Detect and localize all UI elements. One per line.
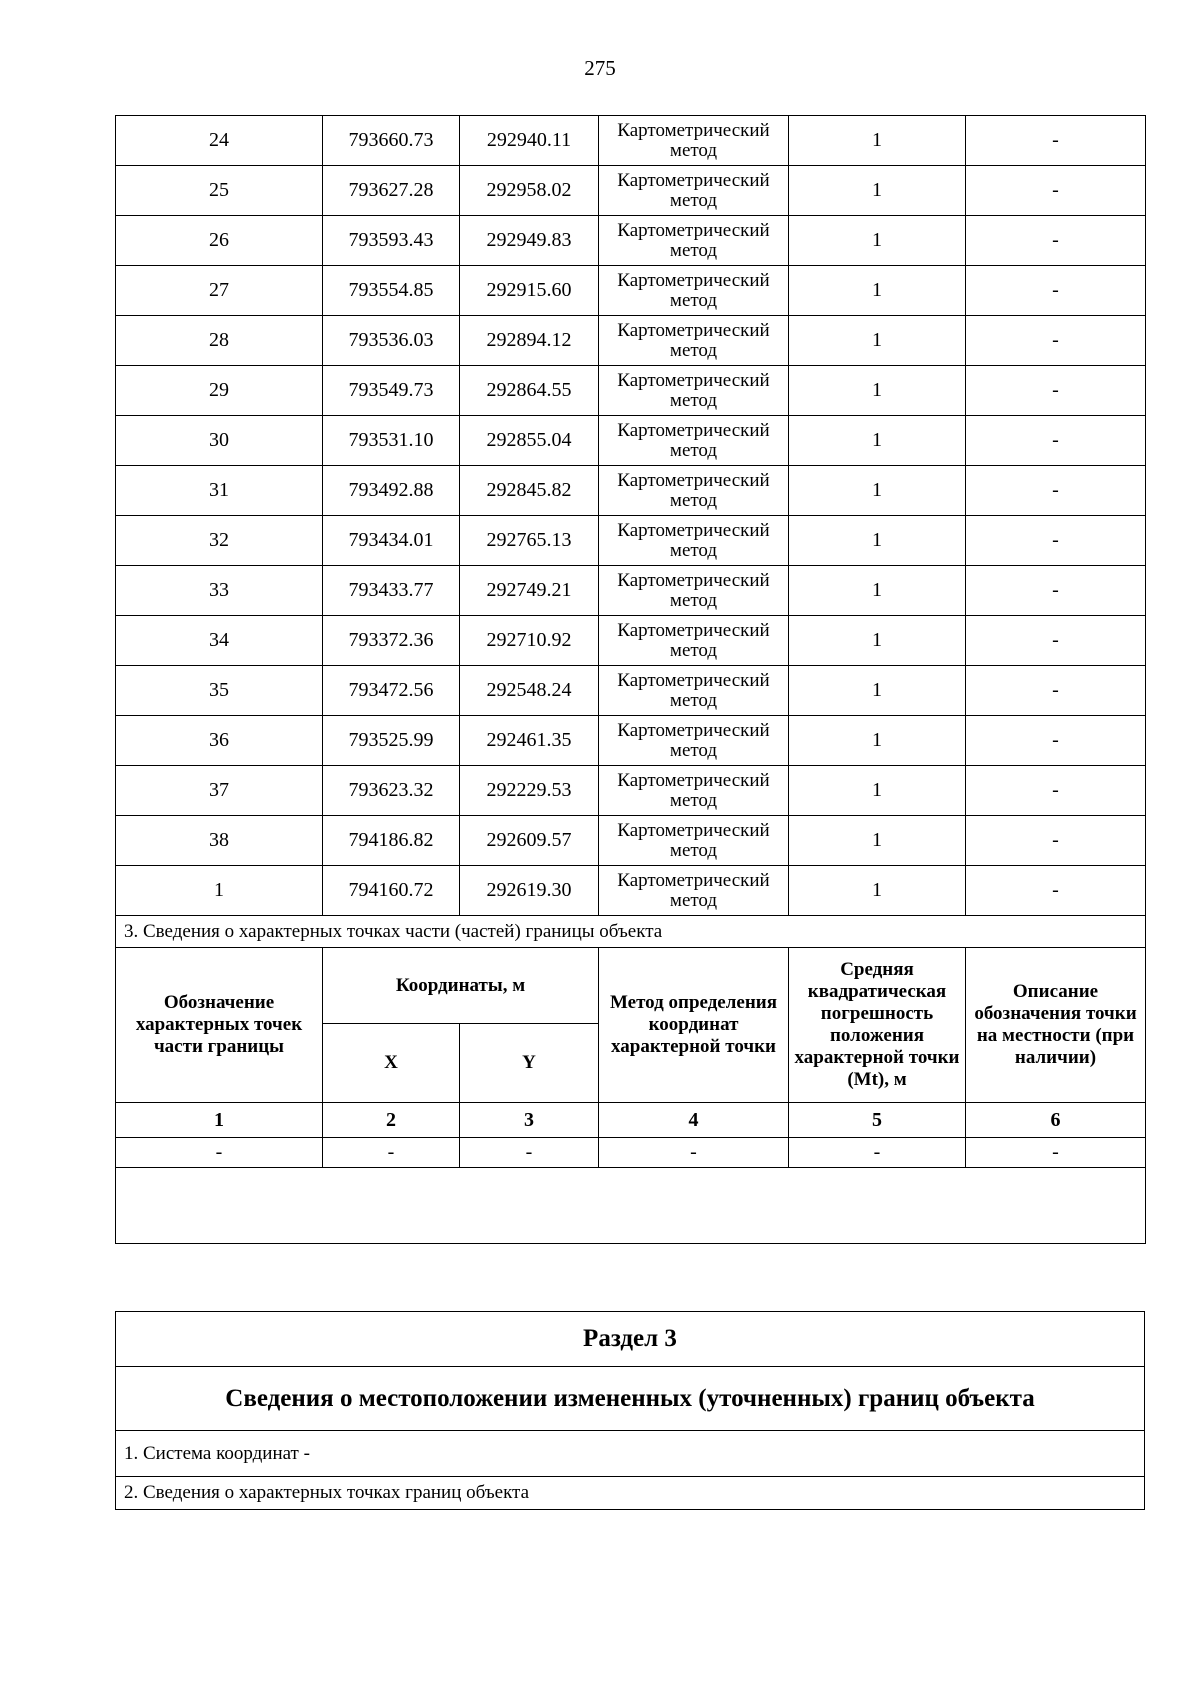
method-cell: Картометрический метод [599, 116, 789, 166]
point-number-cell: 1 [116, 866, 323, 916]
method-cell: Картометрический метод [599, 166, 789, 216]
y-coordinate-cell: 292749.21 [460, 566, 599, 616]
x-coordinate-cell: 793536.03 [323, 316, 460, 366]
y-coordinate-cell: 292949.83 [460, 216, 599, 266]
description-cell: - [966, 416, 1146, 466]
x-coordinate-cell: 793660.73 [323, 116, 460, 166]
description-cell: - [966, 566, 1146, 616]
point-number-cell: 29 [116, 366, 323, 416]
method-cell: Картометрический метод [599, 816, 789, 866]
column-number: 6 [966, 1103, 1146, 1138]
x-coordinate-cell: 793554.85 [323, 266, 460, 316]
mt-cell: 1 [789, 616, 966, 666]
x-coordinate-cell: 793525.99 [323, 716, 460, 766]
table-row [116, 266, 1146, 316]
section-title: Раздел 3 [116, 1312, 1145, 1367]
table-row [116, 166, 1146, 216]
y-coordinate-cell: 292710.92 [460, 616, 599, 666]
y-coordinate-cell: 292894.12 [460, 316, 599, 366]
dash-cell: - [966, 1138, 1146, 1168]
table-row [116, 566, 1146, 616]
description-cell: - [966, 116, 1146, 166]
mt-cell: 1 [789, 566, 966, 616]
description-cell: - [966, 366, 1146, 416]
mt-cell: 1 [789, 766, 966, 816]
description-cell: - [966, 766, 1146, 816]
table-row [116, 366, 1146, 416]
mt-cell: 1 [789, 466, 966, 516]
point-number-cell: 30 [116, 416, 323, 466]
y-coordinate-cell: 292461.35 [460, 716, 599, 766]
description-cell: - [966, 166, 1146, 216]
x-coordinate-cell: 793472.56 [323, 666, 460, 716]
header-designation: Обозначение характерных точек части границы [116, 948, 323, 1103]
method-cell: Картометрический метод [599, 766, 789, 816]
x-coordinate-cell: 794160.72 [323, 866, 460, 916]
part-section-caption: 3. Сведения о характерных точках части (частей) границы объекта [116, 916, 1146, 948]
dash-cell: - [789, 1138, 966, 1168]
description-cell: - [966, 516, 1146, 566]
point-number-cell: 25 [116, 166, 323, 216]
point-number-cell: 31 [116, 466, 323, 516]
x-coordinate-cell: 793623.32 [323, 766, 460, 816]
y-coordinate-cell: 292548.24 [460, 666, 599, 716]
description-cell: - [966, 666, 1146, 716]
y-coordinate-cell: 292855.04 [460, 416, 599, 466]
mt-cell: 1 [789, 716, 966, 766]
y-coordinate-cell: 292915.60 [460, 266, 599, 316]
description-cell: - [966, 216, 1146, 266]
table-row [116, 216, 1146, 266]
point-number-cell: 34 [116, 616, 323, 666]
method-cell: Картометрический метод [599, 666, 789, 716]
table-row [116, 716, 1146, 766]
x-coordinate-cell: 793549.73 [323, 366, 460, 416]
mt-cell: 1 [789, 316, 966, 366]
mt-cell: 1 [789, 216, 966, 266]
method-cell: Картометрический метод [599, 866, 789, 916]
point-number-cell: 28 [116, 316, 323, 366]
points-info-row: 2. Сведения о характерных точках границ объекта [116, 1477, 1145, 1510]
y-coordinate-cell: 292958.02 [460, 166, 599, 216]
point-number-cell: 35 [116, 666, 323, 716]
method-cell: Картометрический метод [599, 566, 789, 616]
description-cell: - [966, 466, 1146, 516]
header-y: Y [460, 1024, 599, 1103]
header-mt: Средняя квадратическая погрешность положения характерной точки (Mt), м [789, 948, 966, 1103]
description-cell: - [966, 266, 1146, 316]
method-cell: Картометрический метод [599, 366, 789, 416]
x-coordinate-cell: 793433.77 [323, 566, 460, 616]
x-coordinate-cell: 794186.82 [323, 816, 460, 866]
method-cell: Картометрический метод [599, 316, 789, 366]
y-coordinate-cell: 292609.57 [460, 816, 599, 866]
table-row [116, 616, 1146, 666]
point-number-cell: 24 [116, 116, 323, 166]
mt-cell: 1 [789, 366, 966, 416]
table-row [116, 816, 1146, 866]
method-cell: Картометрический метод [599, 266, 789, 316]
header-x: X [323, 1024, 460, 1103]
x-coordinate-cell: 793492.88 [323, 466, 460, 516]
mt-cell: 1 [789, 266, 966, 316]
page-number: 275 [584, 56, 616, 80]
point-number-cell: 38 [116, 816, 323, 866]
column-number: 1 [116, 1103, 323, 1138]
section-3-table [115, 1311, 1145, 1510]
column-number: 3 [460, 1103, 599, 1138]
table-row [116, 516, 1146, 566]
mt-cell: 1 [789, 116, 966, 166]
point-number-cell: 32 [116, 516, 323, 566]
point-number-cell: 26 [116, 216, 323, 266]
x-coordinate-cell: 793434.01 [323, 516, 460, 566]
method-cell: Картометрический метод [599, 716, 789, 766]
x-coordinate-cell: 793372.36 [323, 616, 460, 666]
dash-cell: - [460, 1138, 599, 1168]
y-coordinate-cell: 292864.55 [460, 366, 599, 416]
section-subtitle: Сведения о местоположении измененных (уточненных) границ объекта [116, 1367, 1145, 1431]
table-row [116, 416, 1146, 466]
method-cell: Картометрический метод [599, 416, 789, 466]
column-number: 5 [789, 1103, 966, 1138]
header-description: Описание обозначения точки на местности (при наличии) [966, 948, 1146, 1103]
x-coordinate-cell: 793627.28 [323, 166, 460, 216]
dash-cell: - [323, 1138, 460, 1168]
x-coordinate-cell: 793593.43 [323, 216, 460, 266]
table-row [116, 666, 1146, 716]
header-coordinates: Координаты, м [323, 948, 599, 1024]
column-number: 4 [599, 1103, 789, 1138]
dash-cell: - [116, 1138, 323, 1168]
mt-cell: 1 [789, 866, 966, 916]
y-coordinate-cell: 292765.13 [460, 516, 599, 566]
mt-cell: 1 [789, 166, 966, 216]
table-row [116, 866, 1146, 916]
mt-cell: 1 [789, 516, 966, 566]
y-coordinate-cell: 292845.82 [460, 466, 599, 516]
dash-cell: - [599, 1138, 789, 1168]
method-cell: Картометрический метод [599, 466, 789, 516]
method-cell: Картометрический метод [599, 616, 789, 666]
mt-cell: 1 [789, 666, 966, 716]
point-number-cell: 27 [116, 266, 323, 316]
mt-cell: 1 [789, 416, 966, 466]
table-row [116, 466, 1146, 516]
y-coordinate-cell: 292229.53 [460, 766, 599, 816]
table-row [116, 316, 1146, 366]
boundary-points-table [115, 115, 1146, 1244]
description-cell: - [966, 816, 1146, 866]
empty-row [116, 1168, 1146, 1244]
header-method: Метод определения координат характерной точки [599, 948, 789, 1103]
description-cell: - [966, 316, 1146, 366]
description-cell: - [966, 866, 1146, 916]
mt-cell: 1 [789, 816, 966, 866]
table-row [116, 766, 1146, 816]
y-coordinate-cell: 292619.30 [460, 866, 599, 916]
point-number-cell: 33 [116, 566, 323, 616]
y-coordinate-cell: 292940.11 [460, 116, 599, 166]
x-coordinate-cell: 793531.10 [323, 416, 460, 466]
description-cell: - [966, 616, 1146, 666]
description-cell: - [966, 716, 1146, 766]
method-cell: Картометрический метод [599, 516, 789, 566]
method-cell: Картометрический метод [599, 216, 789, 266]
point-number-cell: 37 [116, 766, 323, 816]
column-number: 2 [323, 1103, 460, 1138]
point-number-cell: 36 [116, 716, 323, 766]
table-row [116, 116, 1146, 166]
coordinate-system-row: 1. Система координат - [116, 1431, 1145, 1477]
